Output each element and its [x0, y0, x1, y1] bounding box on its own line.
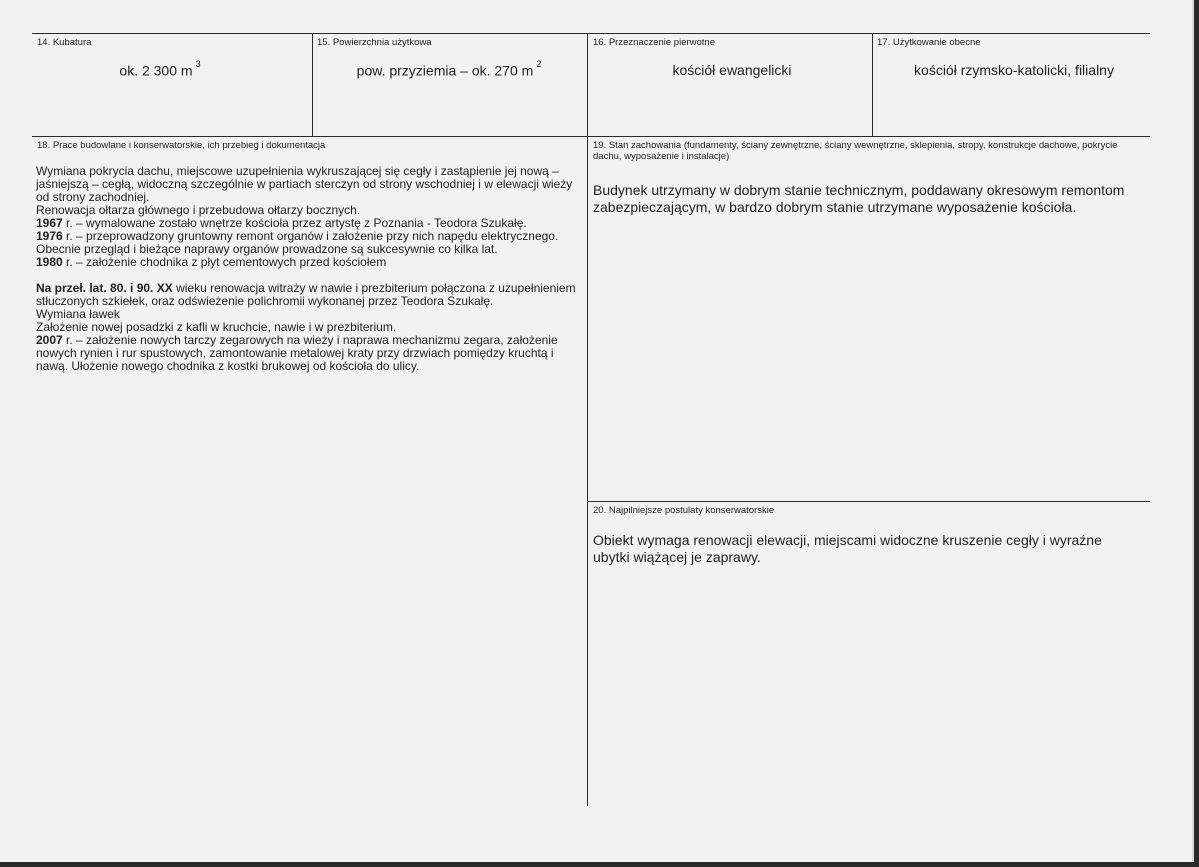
- paragraph-text: wieku renowacja witraży w nawie i prezbiterium połączona z uzupełnieniem stłuczonych szkiełek, oraz odświeżenie polichromii wykonanej przez Teodora Szukałę.: [36, 281, 576, 308]
- year-label: 2007: [36, 333, 63, 347]
- paragraph: [36, 230, 576, 256]
- cubature-value: ok. 2 300 m: [119, 62, 193, 79]
- paragraph-text: r. – wymalowane zostało wnętrze kościoła przez artystę z Poznania - Teodora Szukałę.: [62, 216, 527, 230]
- section-18-caption: 18. Prace budowlane i konserwatorskie, ich przebieg i dokumentacja: [37, 140, 326, 151]
- paragraph-text: r. – przeprowadzony gruntowny remont organów i założenie przy nich napędu elektrycznego. Obecnie przegląd i bieżące naprawy organów prowadzone są sukcesywnie co kilka lat.: [36, 229, 559, 256]
- section-16-caption: 16. Przeznaczenie pierwotne: [593, 37, 715, 48]
- paragraph: [36, 334, 576, 373]
- section-16-value: kościół ewangelicki: [672, 62, 792, 78]
- section-17-value: kościół rzymsko-katolicki, filialny: [914, 62, 1114, 78]
- paragraph-text: r. – założenie nowych tarczy zegarowych na wieży i naprawa mechanizmu zegara, założenie nowych rynien i rur spustowych, zamontowanie metalowej kraty przy drzwiach pomiędzy kruchtą i nawą. Ułożenie nowego chodnika z kostki brukowej od kościoła do ulicy.: [36, 333, 558, 373]
- section-20-text: [593, 532, 1123, 566]
- paragraph: Wymiana ławek: [36, 307, 120, 321]
- row-divider: [32, 136, 1150, 137]
- paragraph: [36, 256, 576, 269]
- cubature-unit-exponent: 3: [195, 59, 201, 69]
- year-label: 1976: [36, 229, 63, 243]
- paragraph: [36, 282, 576, 308]
- period-label: Na przeł. lat. 80. i 90. XX: [36, 281, 173, 295]
- paragraph: Założenie nowej posadzki z kafli w kruchcie, nawie i w prezbiterium.: [36, 320, 397, 334]
- section-18-text: [36, 165, 576, 373]
- section-19-text: [593, 182, 1141, 216]
- paragraph: Obiekt wymaga renowacji elewacji, miejscami widoczne kruszenie cegły i wyraźne ubytki wiążącej je zaprawy.: [593, 532, 1102, 565]
- section-15-caption: 15. Powierzchnia użytkowa: [317, 37, 432, 48]
- section-17-caption: 17. Użytkowanie obecne: [877, 37, 981, 48]
- top-border: [32, 33, 1150, 34]
- year-label: 1967: [36, 216, 63, 230]
- paragraph: Renowacja ołtarza głównego i przebudowa ołtarzy bocznych.: [36, 203, 361, 217]
- section-20-caption: 20. Najpilniejsze postulaty konserwatorskie: [593, 505, 775, 516]
- col-divider-2: [587, 33, 588, 806]
- paragraph-text: r. – założenie chodnika z płyt cementowych przed kościołem: [62, 255, 387, 269]
- section-19-caption: 19. Stan zachowania (fundamenty, ściany zewnętrzne, ściany wewnętrzne, sklepienia, stropy, konstrukcje dachowe, pokrycie dachu, wyposażenie i instalacje): [593, 140, 1118, 162]
- section-14-value: [40, 59, 280, 79]
- col-divider-1: [312, 33, 313, 137]
- usable-area-value: pow. przyziemia – ok. 270 m: [356, 62, 534, 79]
- section-15-value: [318, 59, 580, 79]
- paragraph: Budynek utrzymany w dobrym stanie technicznym, poddawany okresowym remontom zabezpieczającym, w bardzo dobrym stanie utrzymane wyposażenie kościoła.: [593, 182, 1125, 215]
- area-unit-exponent: 2: [536, 59, 542, 69]
- section-19-20-divider: [588, 501, 1150, 502]
- paragraph: Wymiana pokrycia dachu, miejscowe uzupełnienia wykruszającej się cegły i zastąpienie jej nową – jaśniejszą – cegłą, widoczną szczególnie w partiach sterczyn od strony wschodniej i w elewacji wieży od strony zachodniej.: [36, 164, 573, 204]
- col-divider-3: [872, 33, 873, 137]
- section-14-caption: 14. Kubatura: [37, 37, 92, 48]
- year-label: 1980: [36, 255, 63, 269]
